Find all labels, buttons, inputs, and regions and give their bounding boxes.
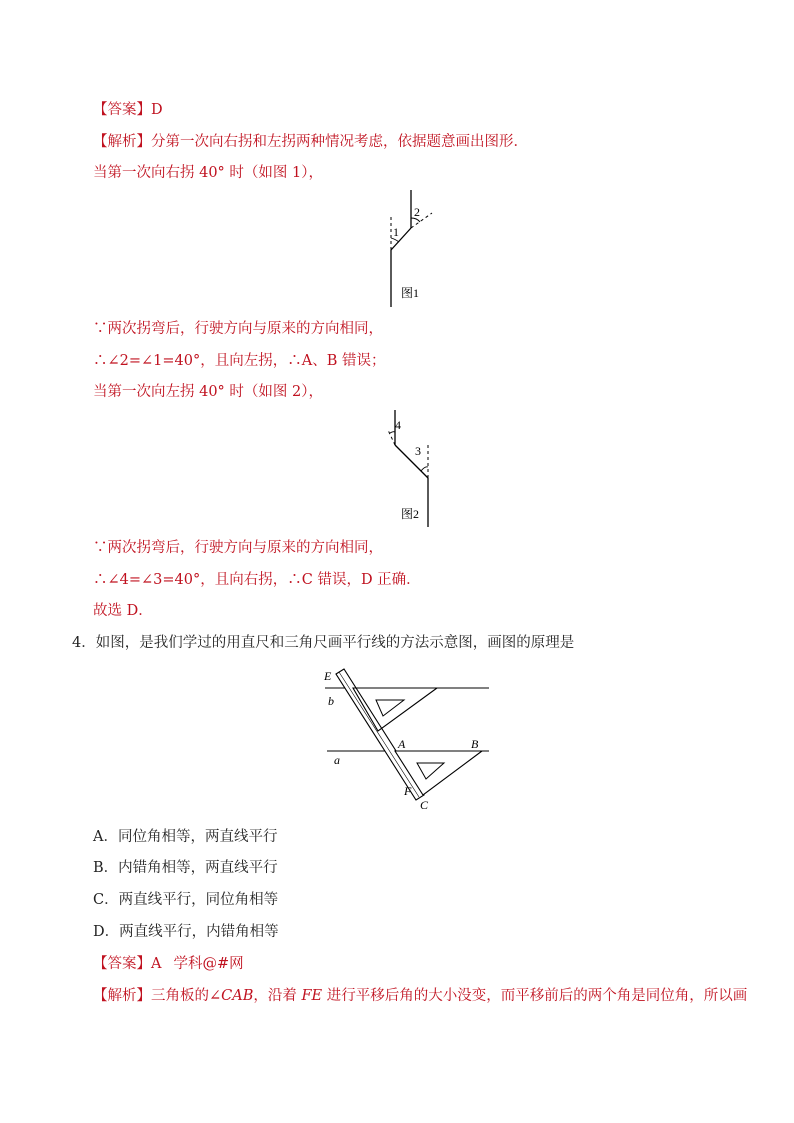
analysis-line-2 [93,986,747,1006]
figure-2-caption: 图2 [401,507,420,521]
answer-line-2 [93,954,244,974]
answer-tag-2: 【答案】 [93,956,151,972]
reason-2a: ∵两次拐弯后，行驶方向与原来的方向相同， [93,540,383,556]
road-segment-turn [395,445,428,478]
label-F: F [404,784,412,798]
analysis2-fe: FE [301,988,323,1004]
reason-2b: ∴∠4=∠3=40°，且向右拐，∴C 错误，D 正确． [93,572,421,588]
set-square-top [353,688,437,731]
answer-extra: 学科@#网 [173,956,244,972]
option-d: D．两直线平行，内错角相等 [93,924,279,940]
analysis-text: 分第一次向右拐和左拐两种情况考虑，依据题意画出图形． [151,134,528,150]
answer-line-1 [93,100,163,120]
ruler-edge [339,672,419,797]
conclusion: 故选 D． [93,603,153,619]
ruler [336,669,424,800]
label-B: B [471,737,479,751]
option-a: A．同位角相等，两直线平行 [93,829,278,845]
option-c: C．两直线平行，同位角相等 [93,892,279,908]
angle-arc-3 [421,467,428,471]
reason-1a: ∵两次拐弯后，行驶方向与原来的方向相同， [93,321,383,337]
analysis-line-1 [93,132,528,152]
angle-label-1: 1 [393,225,399,239]
analysis2-angle: ∠CAB [209,988,254,1004]
label-E: E [324,669,332,683]
figure-parallel-lines [322,664,492,812]
figure-1-caption: 图1 [401,286,420,300]
analysis-tag-2: 【解析】 [93,988,151,1004]
reason-1b: ∴∠2=∠1=40°，且向左拐，∴A、B 错误； [93,353,386,369]
label-b: b [328,694,334,708]
label-A: A [398,737,406,751]
answer-value: D [151,102,163,118]
case-1-text: 当第一次向右拐 40° 时（如图 1）， [93,165,324,181]
answer-value-2: A [151,956,162,972]
figure-2 [385,405,445,530]
angle-label-4: 4 [395,418,401,432]
analysis2-part3: 进行平移后角的大小没变，而平移前后的两个角是同位角，所以画 [322,988,748,1004]
question-number: 4． [72,635,96,651]
answer-tag: 【答案】 [93,102,151,118]
question-text: 如图，是我们学过的用直尺和三角尺画平行线的方法示意图，画图的原理是 [95,635,575,651]
angle-label-2: 2 [414,205,420,219]
analysis-tag: 【解析】 [93,134,151,150]
label-C: C [420,798,429,812]
figure-1 [372,185,452,310]
case-2-text: 当第一次向左拐 40° 时（如图 2）， [93,384,324,400]
label-a: a [334,753,340,767]
angle-label-3: 3 [415,444,421,458]
option-b: B．内错角相等，两直线平行 [93,860,278,876]
analysis2-part1: 三角板的 [151,988,209,1004]
question-4 [72,633,574,653]
analysis2-part2: ，沿着 [253,988,302,1004]
set-square-top-inner [376,700,404,716]
